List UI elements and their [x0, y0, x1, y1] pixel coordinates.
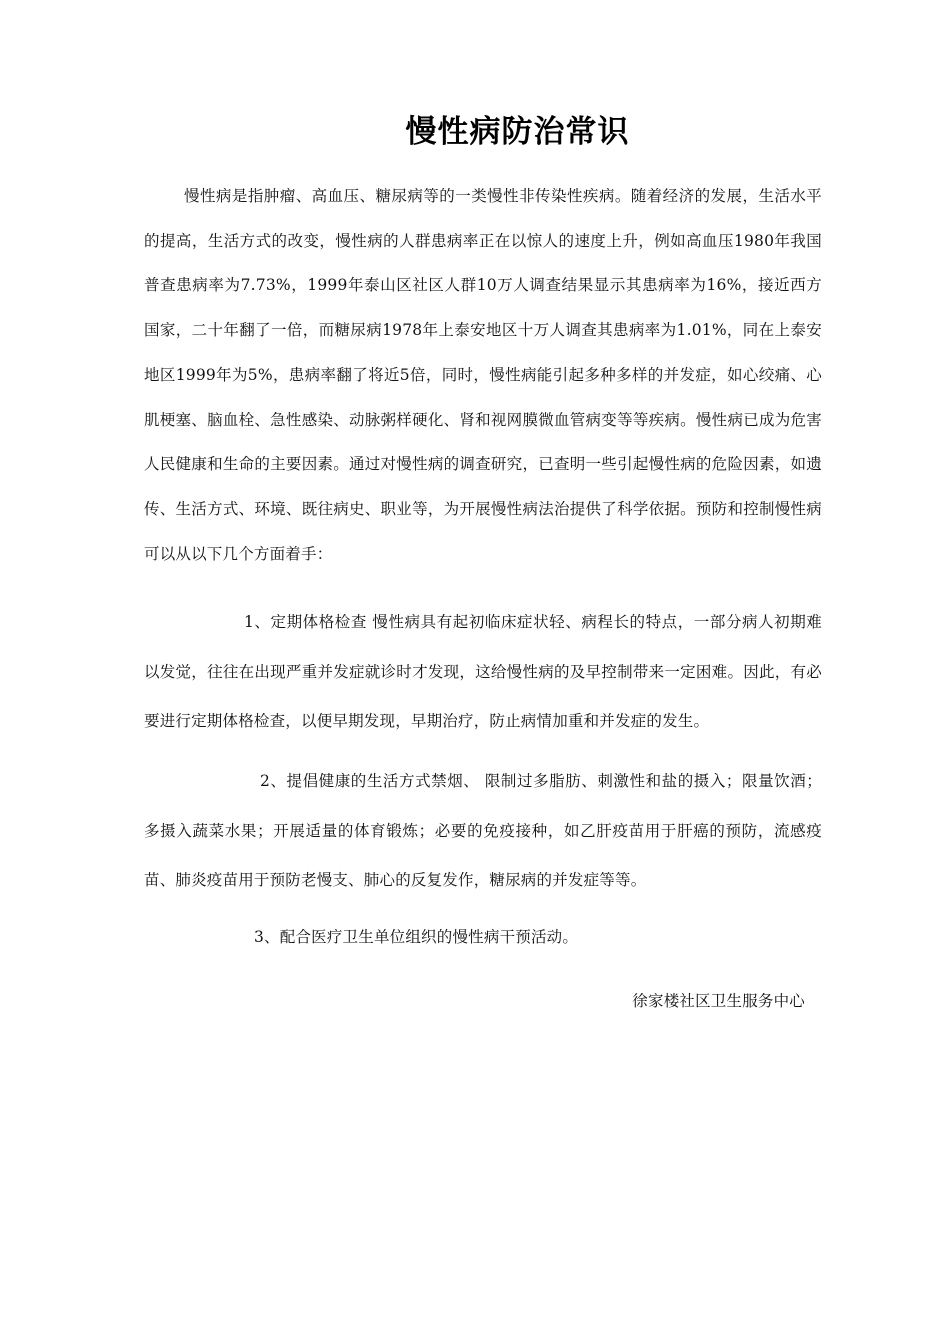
intro-paragraph: 慢性病是指肿瘤、高血压、糖尿病等的一类慢性非传染性疾病。随着经济的发展，生活水平的提高，生活方式的改变，慢性病的人群患病率正在以惊人的速度上升，例如高血压1980年我国普查患病率为7.73%，1999年泰山区社区人群10万人调查结果显示其患病率为16%，接近西方国家，二十年翻了一倍，而糖尿病1978年上泰安地区十万人调查其患病率为1.01%，同在上泰安地区1999年为5%，患病率翻了将近5倍，同时，慢性病能引起多种多样的并发症，如心绞痛、心肌梗塞、脑血栓、急性感染、动脉粥样硬化、肾和视网膜微血管病变等等疾病。慢性病已成为危害人民健康和生命的主要因素。通过对慢性病的调查研究，已查明一些引起慢性病的危险因素，如遗传、生活方式、环境、既往病史、职业等，为开展慢性病法治提供了科学依据。预防和控制慢性病可以从以下几个方面着手： [144, 187, 822, 563]
document-title: 慢性病防治常识 [405, 113, 630, 150]
prevention-item-lifestyle: 2、提倡健康的生活方式禁烟、 限制过多脂肪、刺激性和盐的摄入；限量饮酒；多摄入蔬菜水果；开展适量的体育锻炼；必要的免疫接种，如乙肝疫苗用于肝癌的预防，流感疫苗、肺炎疫苗用于预防老慢支、肺心的反复发作，糖尿病的并发症等等。 [144, 772, 822, 889]
prevention-item-intervention: 3、配合医疗卫生单位组织的慢性病干预活动。 [254, 928, 579, 946]
signature-organization: 徐家楼社区卫生服务中心 [632, 992, 805, 1010]
prevention-item-checkup: 1、定期体格检查 慢性病具有起初临床症状轻、病程长的特点，一部分病人初期难以发觉，往往在出现严重并发症就诊时才发现，这给慢性病的及早控制带来一定困难。因此，有必要进行定期体格检查，以便早期发现，早期治疗，防止病情加重和并发症的发生。 [144, 613, 822, 730]
